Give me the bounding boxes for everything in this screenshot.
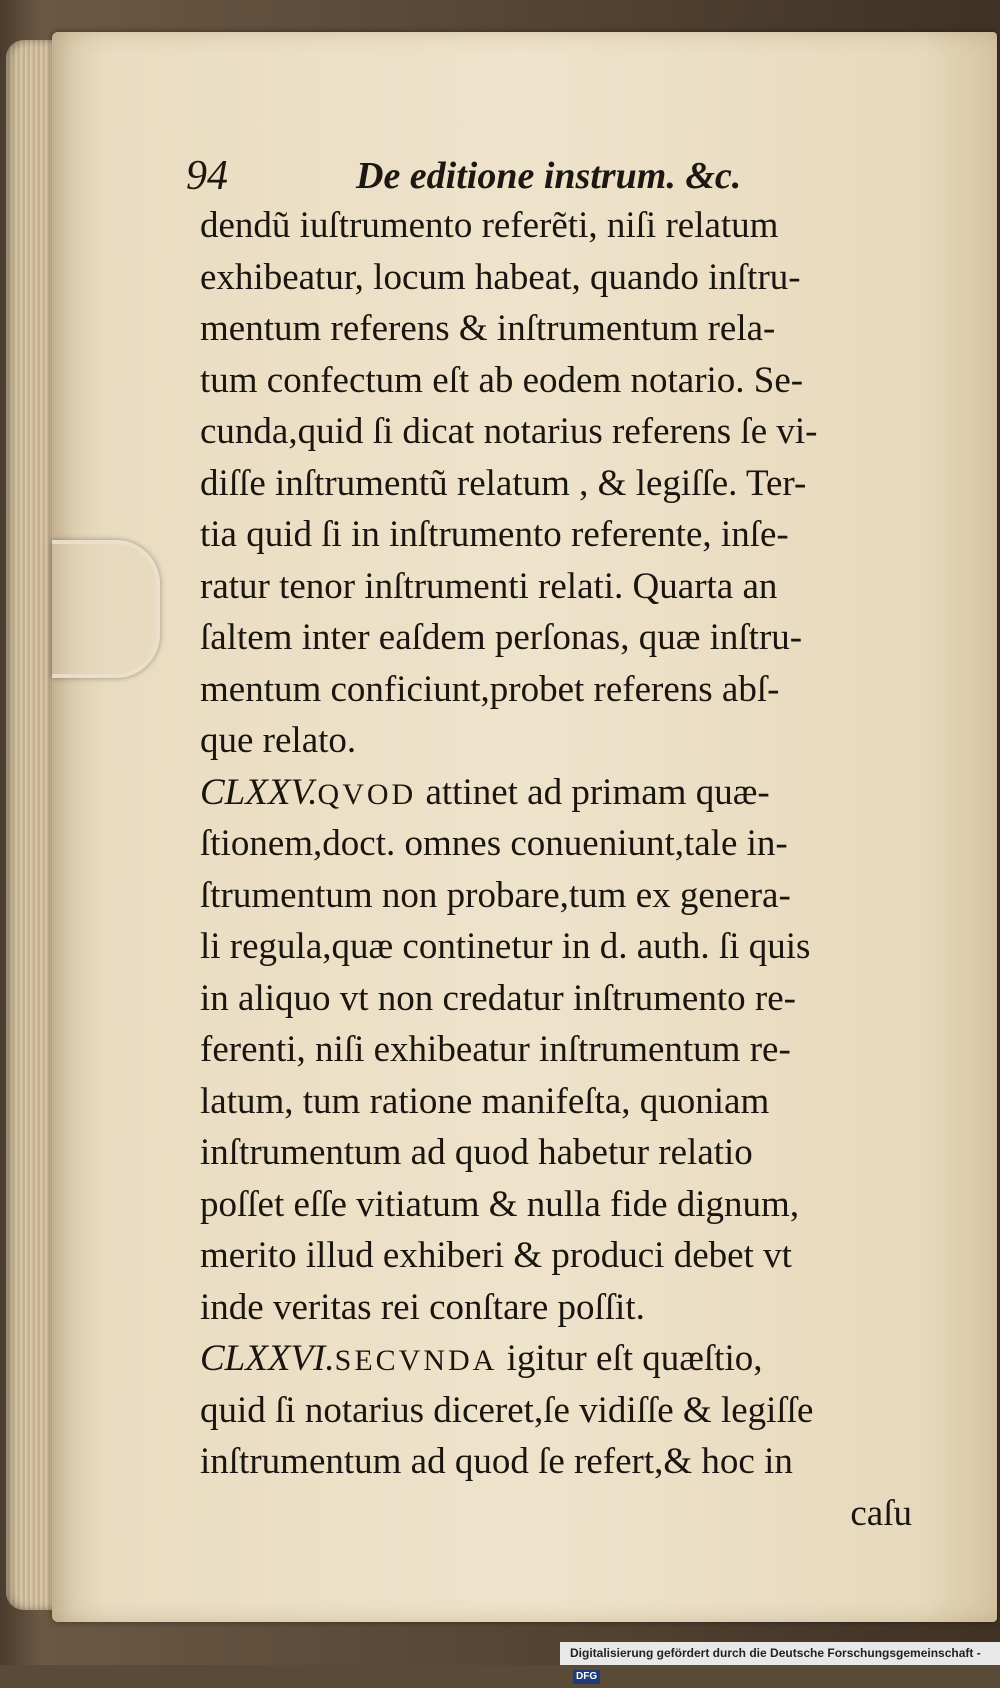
digitization-footer: [560, 1642, 1000, 1682]
line-text: diſſe inſtrumentũ relatum , & legiſſe. Ter-: [200, 462, 807, 504]
text-line: [200, 612, 912, 664]
text-line: [200, 1127, 912, 1179]
line-text: ratur tenor inſtrumenti relati. Quarta an: [200, 565, 778, 607]
text-line: [200, 715, 912, 767]
text-line: [200, 1230, 912, 1282]
dfg-logo: DFG: [573, 1670, 600, 1684]
text-line: [200, 1488, 912, 1540]
text-line: [200, 921, 912, 973]
line-text: tia quid ſi in inſtrumento referente, inſe-: [200, 514, 789, 555]
text-line: [200, 303, 912, 355]
text-line: [200, 818, 912, 870]
text-line: [200, 1333, 912, 1385]
line-text: quid ſi notarius diceret,ſe vidiſſe & legiſſe: [200, 1389, 814, 1431]
line-text: merito illud exhiberi & produci debet vt: [200, 1235, 792, 1276]
line-text: inſtrumentum ad quod ſe refert,& hoc in: [200, 1441, 793, 1482]
section-marker: CLXXV.: [200, 771, 318, 813]
text-line: [200, 1436, 912, 1488]
text-line: [200, 1024, 912, 1076]
text-line: [200, 509, 912, 561]
body-text: [200, 200, 912, 1539]
line-text: mentum referens & inſtrumentum rela-: [200, 308, 776, 349]
line-text: ferenti, niſi exhibeatur inſtrumentum re-: [200, 1029, 791, 1070]
text-line: [200, 458, 912, 510]
line-text: ſaltem inter eaſdem perſonas, quæ inſtru-: [200, 617, 803, 658]
text-line: [200, 767, 912, 819]
page-number: 94: [186, 153, 228, 199]
line-text: poſſet eſſe vitiatum & nulla fide dignum,: [200, 1183, 800, 1225]
text-line: [200, 973, 912, 1025]
section-marker: CLXXVI.: [200, 1338, 335, 1379]
text-line: [200, 1179, 912, 1231]
line-text: exhibeatur, locum habeat, quando inſtru-: [200, 256, 801, 298]
text-line: [200, 406, 912, 458]
text-line: [200, 200, 912, 252]
text-line: [200, 1076, 912, 1128]
line-text: inde veritas rei conſtare poſſit.: [200, 1286, 645, 1328]
text-line: [200, 252, 912, 304]
line-text: cunda,quid ſi dicat notarius referens ſe vi-: [200, 411, 818, 452]
line-text: inſtrumentum ad quod habetur relatio: [200, 1132, 753, 1173]
line-text: mentum conficiunt,probet referens abſ-: [200, 668, 780, 710]
line-text: que relato.: [200, 720, 357, 761]
text-line: [200, 1282, 912, 1334]
text-line: [200, 561, 912, 613]
line-text: li regula,quæ continetur in d. auth. ſi quis: [200, 926, 811, 967]
line-text: latum, tum ratione manifeſta, quoniam: [200, 1080, 770, 1122]
line-text: ſtrumentum non probare,tum ex genera-: [200, 874, 791, 916]
line-text: igitur eſt quæſtio,: [497, 1338, 763, 1379]
line-text: in aliquo vt non credatur inſtrumento re-: [200, 977, 796, 1019]
line-text: dendũ iuſtrumento referẽti, niſi relatum: [200, 205, 779, 246]
lead-word: QVOD: [317, 777, 417, 811]
line-text: tum confectum eſt ab eodem notario. Se-: [200, 359, 804, 401]
page-clip: [52, 540, 160, 678]
text-line: [200, 870, 912, 922]
lead-word: SECVNDA: [334, 1344, 498, 1377]
running-head: De editione instrum. &c.: [356, 155, 742, 197]
text-line: [200, 664, 912, 716]
footer-text: Digitalisierung gefördert durch die Deutsche Forschungsgemeinschaft -: [570, 1646, 981, 1660]
line-text: caſu: [850, 1492, 912, 1534]
text-line: [200, 355, 912, 407]
page-header: [186, 150, 946, 200]
line-text: ſtionem,doct. omnes conueniunt,tale in-: [200, 823, 788, 864]
text-line: [200, 1385, 912, 1437]
line-text: attinet ad primam quæ-: [416, 771, 770, 813]
